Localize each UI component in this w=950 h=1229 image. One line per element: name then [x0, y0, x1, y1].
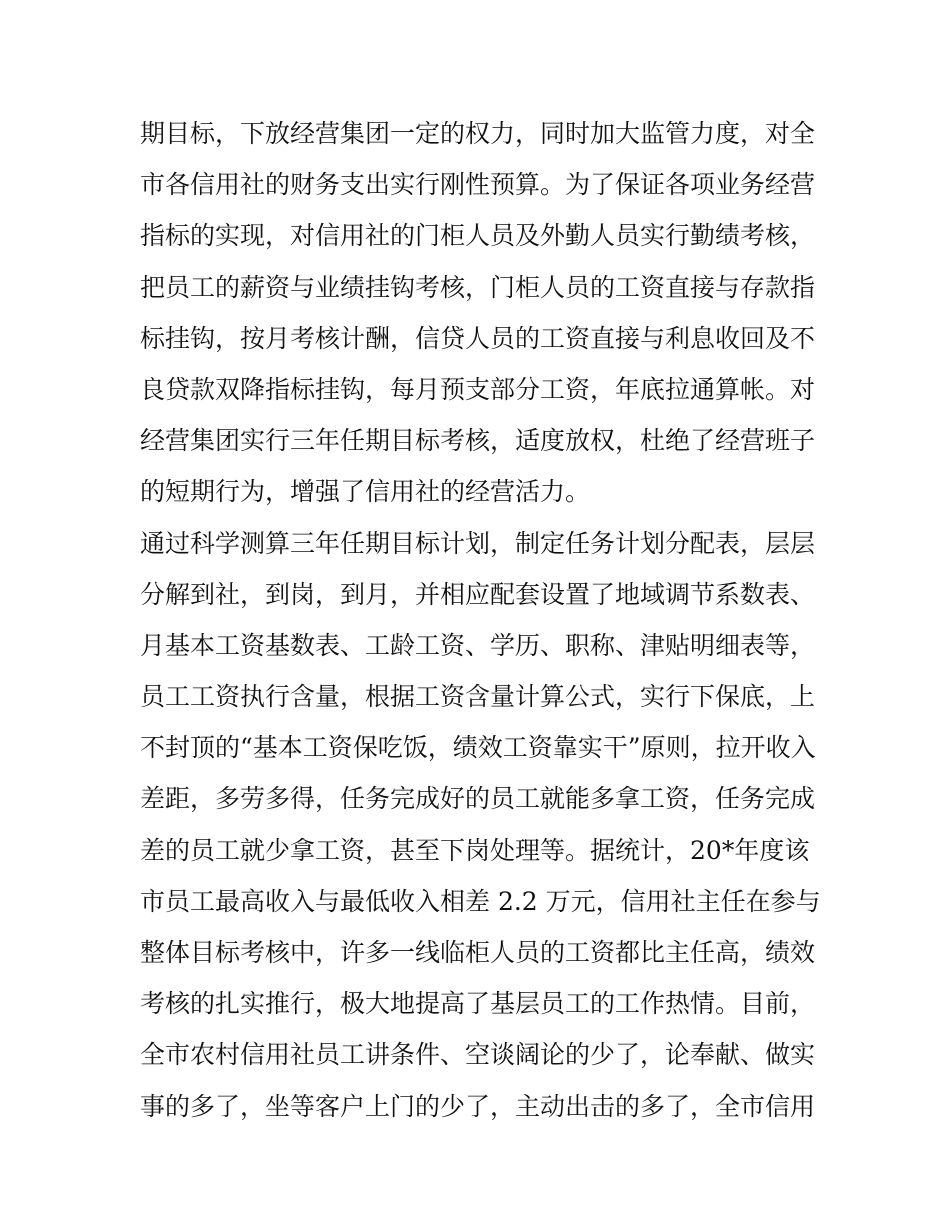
text-line: 事的多了，坐等客户上门的少了，主动出击的多了，全市信用 — [140, 1091, 816, 1121]
text-line: 通过科学测算三年任期目标计划，制定任务计划分配表，层层 — [140, 528, 816, 558]
text-line: 员工工资执行含量，根据工资含量计算公式，实行下保底，上 — [140, 682, 816, 712]
text-line: 整体目标考核中，许多一线临柜人员的工资都比主任高，绩效 — [140, 938, 816, 967]
text-line: 考核的扎实推行，极大地提高了基层员工的工作热情。目前， — [140, 989, 816, 1019]
text-line: 差的员工就少拿工资，甚至下岗处理等。据统计，20*年度该 — [140, 835, 810, 865]
text-line: 全市农村信用社员工讲条件、空谈阔论的少了，论奉献、做实 — [140, 1040, 816, 1070]
text-line: 良贷款双降指标挂钩，每月预支部分工资，年底拉通算帐。对 — [140, 374, 816, 404]
text-line: 市各信用社的财务支出实行刚性预算。为了保证各项业务经营 — [140, 170, 816, 200]
text-line: 的短期行为，增强了信用社的经营活力。 — [140, 477, 591, 507]
text-line: 标挂钩，按月考核计酬，信贷人员的工资直接与利息收回及不 — [140, 323, 816, 353]
text-line: 差距，多劳多得，任务完成好的员工就能多拿工资，任务完成 — [140, 784, 816, 814]
text-line: 经营集团实行三年任期目标考核，适度放权，杜绝了经营班子 — [140, 426, 816, 456]
text-line: 指标的实现，对信用社的门柜人员及外勤人员实行勤绩考核， — [140, 221, 816, 251]
body-text — [140, 108, 820, 1132]
text-line: 市员工最高收入与最低收入相差 2.2 万元，信用社主任在参与 — [140, 886, 821, 916]
text-line: 把员工的薪资与业绩挂钩考核，门柜人员的工资直接与存款指 — [140, 272, 816, 302]
text-line: 不封顶的“基本工资保吃饭，绩效工资靠实干”原则，拉开收入 — [140, 733, 816, 763]
text-line: 分解到社，到岗，到月，并相应配套设置了地域调节系数表、 — [140, 579, 816, 609]
text-line: 月基本工资基数表、工龄工资、学历、职称、津贴明细表等， — [140, 630, 816, 660]
text-line: 期目标，下放经营集团一定的权力，同时加大监管力度，对全 — [140, 119, 816, 148]
